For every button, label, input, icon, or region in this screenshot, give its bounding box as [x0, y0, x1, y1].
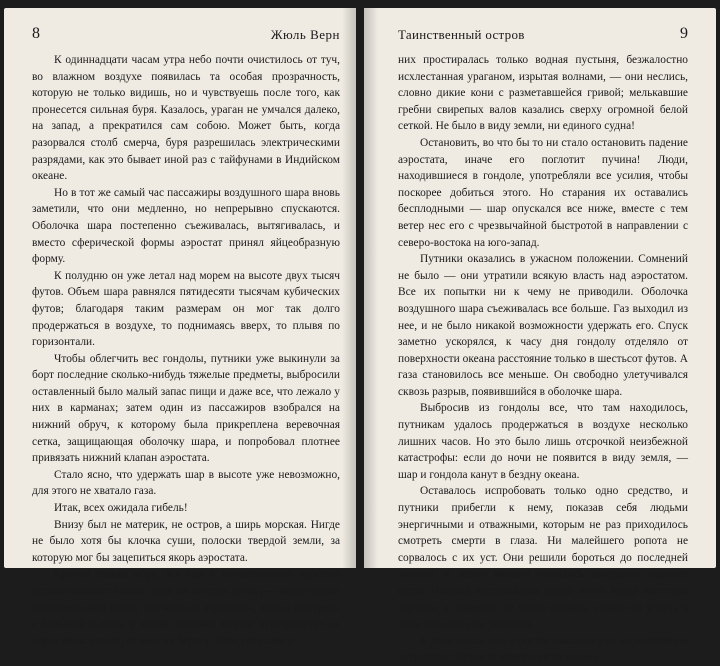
left-page — [4, 8, 356, 647]
paragraph: Итак, всех ожидала гибель! — [54, 502, 188, 515]
right-page-header — [398, 26, 688, 44]
gutter-shadow-left — [342, 8, 356, 568]
left-page-body — [32, 52, 340, 647]
right-page-number: 9 — [680, 25, 688, 42]
gutter-shadow-right — [364, 8, 378, 568]
paragraph: Стало ясно, что удержать шар в высоте уже невозможно, для этого не хватало газа. — [32, 468, 340, 498]
paragraph: Оставалось испробовать только одно средство, и путники прибегли к нему, показав себя людьми энергичными и отважными, которым не раз приходилось смотреть смерти в глаза. Ни малейшего ропота не сорвалось с их уст. Они решили бороться до последней минуты и всеми мерами пытались замедлить падение шара. Гондола представляла собой нечто вроде плетеной корзины и, конечно, не могла плавать: стоило ей упасть в воду, она сразу бы затонула. — [398, 485, 688, 631]
right-page-body — [398, 52, 688, 664]
left-running-title: Жюль Верн — [270, 27, 340, 42]
right-running-title: Таинственный остров — [398, 27, 525, 42]
paragraph: К полудню он уже летал над морем на высоте двух тысяч футов. Объем шара равнялся пятидесяти тысячам кубических футов; благодаря таким размерам он мог так долго продержаться в воздухе, то поднимаясь вверх, то плывя по горизонтали. — [32, 269, 340, 349]
paragraph: Чтобы облегчить вес гондолы, путники уже выкинули за борт последние сколько-нибудь тяжелые предметы, выбросили оставленный было малый запас пищи и даже все, что лежало у них в карманах; затем один из пассажиров взобрался на нижний обруч, к которому была прикреплена веревочная сетка, защищающая оболочку шара, и попробовал плотнее привязать нижний клапан аэростата. — [32, 352, 340, 465]
paragraph: Остановить, во что бы то ни стало остановить падение аэростата, иначе его поглотит пучина! Люди, находившиеся в гондоле, употребляли все усилия, чтобы поскорее добиться этого. Но старания их оставались бесплодными — шар опускался все ниже, вместе с тем ветер нес его с чрезвычайной быстротой в направлении с северо-востока на юго-запад. — [398, 136, 688, 249]
paragraph: Путники оказались в ужасном положении. Сомнений не было — они утратили всякую власть над аэростатом. Все их попытки ни к чему не приводили. Оболочка воздушного шара съеживалась все больше. Газ выходил из нее, и не было никакой возможности удержать его. Спуск заметно ускорялся, к часу дня гондолу отделяло от поверхности океана расстояние только в шестьсот футов. А газа становилось все меньше. Он свободно улетучивался сквозь разрыв, появившийся в оболочке шара. — [398, 253, 688, 398]
paragraph-continuation: них простиралась только водная пустыня, безжалостно исхлестанная ураганом, изрытая волнами, — они неслись, словно дикие кони с разметавшейся гривой; мелькавшие гребни свирепых валов казались сверху огромной белой сеткой. Не было в виду земли, ни единого судна! — [398, 54, 688, 133]
paragraph: К одиннадцати часам утра небо почти очистилось от туч, во влажном воздухе появилась та особая прозрачность, которую не только видишь, но и чувствуешь после того, как пронесется сильная буря. Казалось, ураган не умчался далеко, на запад, а прекратился сам собою. Может быть, когда разорвался столб смерча, буря разрешилась электрическими разрядами, как это бывает иной раз с тайфунами в Индийском океане. — [32, 54, 340, 183]
left-page-header — [32, 26, 340, 44]
left-page-number: 8 — [32, 25, 40, 42]
paragraph: Выбросив из гондолы все, что там находилось, путникам удалось продержаться в воздухе несколько лишних часов. Но это было лишь отсрочкой неизбежной катастрофы: если до ночи не появится в виду земля, — шар и гондола канут в бездну океана. — [398, 402, 688, 481]
paragraph: Но в тот же самый час пассажиры воздушного шара вновь заметили, что они медленно, но непрерывно спускаются. Оболочка шара постепенно съеживалась, вытягивалась, и вместо сферической формы аэростат принял яйцеобразную форму. — [32, 186, 340, 266]
paragraph: Кругом только море, все еще с непостижимой яростью перекатывавшее волны. Куда ни кинешь взгляд — везде только беспредельный океан; несчастные аэронавты, хотя и смотрели с большой высоты и могли охватить взором пространство на сорок миль вокруг, не видели берега. Перед глазами у — [32, 568, 340, 647]
right-page — [364, 8, 716, 664]
paragraph: К двум часам дня аэростат оказался уже на расстоянии четырехсот футов от поверхности океана. — [398, 634, 688, 664]
paragraph: Внизу был не материк, не остров, а ширь морская. Нигде не было хотя бы клочка суши, полоски твердой земли, за которую мог бы зацепиться якорь аэростата. — [32, 518, 340, 564]
